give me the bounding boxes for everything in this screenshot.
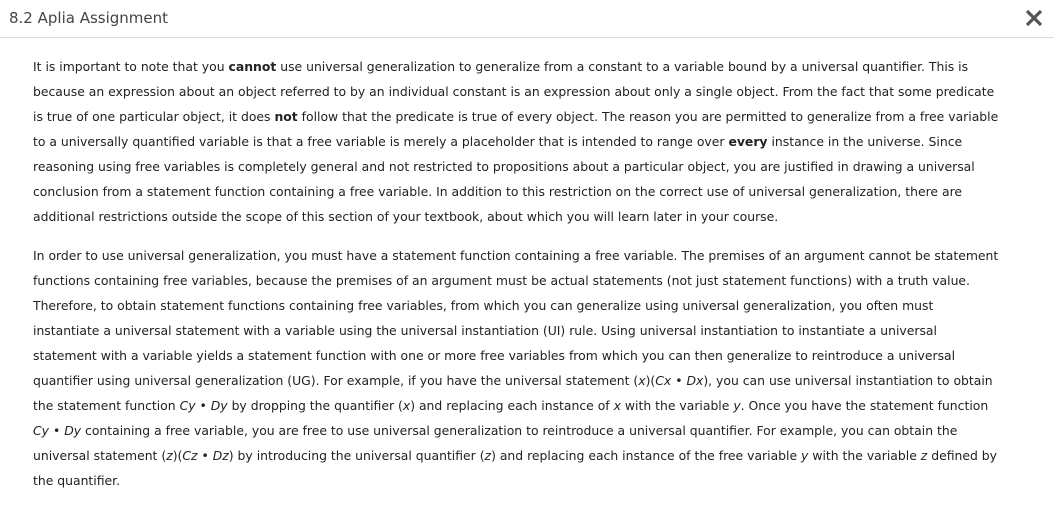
- emphasis-not: not: [274, 109, 298, 124]
- dialog-header: [0, 0, 1054, 38]
- assignment-content: [33, 54, 1001, 507]
- close-icon[interactable]: [1024, 8, 1044, 28]
- dialog-title: 8.2 Aplia Assignment: [9, 9, 169, 27]
- paragraph-1: It is important to note that you cannot use universal generalization to generalize from a constant to a variable bound by a universal quantifier. This is because an expression about an object referred to by an individual constant is an expression about only a single object. From the fact that some predicate is true of one particular object, it does not follow that the predicate is true of every object. The reason you are permitted to generalize from a free variable to a universally quantified variable is that a free variable is merely a placeholder that is intended to range over every instance in the universe. Since reasoning using free variables is completely general and not restricted to propositions about a particular object, you are justified in drawing a universal conclusion from a statement function containing a free variable. In addition to this restriction on the correct use of universal generalization, there are additional restrictions outside the scope of this section of your textbook, about which you will learn later in your course.: [33, 59, 999, 224]
- paragraph-2: In order to use universal generalization, you must have a statement function containing a free variable. The premises of an argument cannot be statement functions containing free variables, because the premises of an argument must be actual statements (not just statement functions) with a truth value. Therefore, to obtain statement functions containing free variables, from which you can generalize using universal generalization, you often must instantiate a universal statement with a variable using the universal instantiation (UI) rule. Using universal instantiation to instantiate a universal statement with a variable yields a statement function with one or more free variables from which you can then generalize to reintroduce a universal quantifier using universal generalization (UG). For example, if you have the universal statement (x)(Cx • Dx), you can use universal instantiation to obtain the statement function Cy • Dy by dropping the quantifier (x) and replacing each instance of x with the variable y. Once you have the statement function Cy • Dy containing a free variable, you are free to use universal generalization to reintroduce a universal quantifier. For example, you can obtain the universal statement (z)(Cz • Dz) by introducing the universal quantifier (z) and replacing each instance of the free variable y with the variable z defined by the quantifier.: [33, 248, 999, 488]
- emphasis-cannot: cannot: [228, 59, 277, 74]
- emphasis-every: every: [728, 134, 768, 149]
